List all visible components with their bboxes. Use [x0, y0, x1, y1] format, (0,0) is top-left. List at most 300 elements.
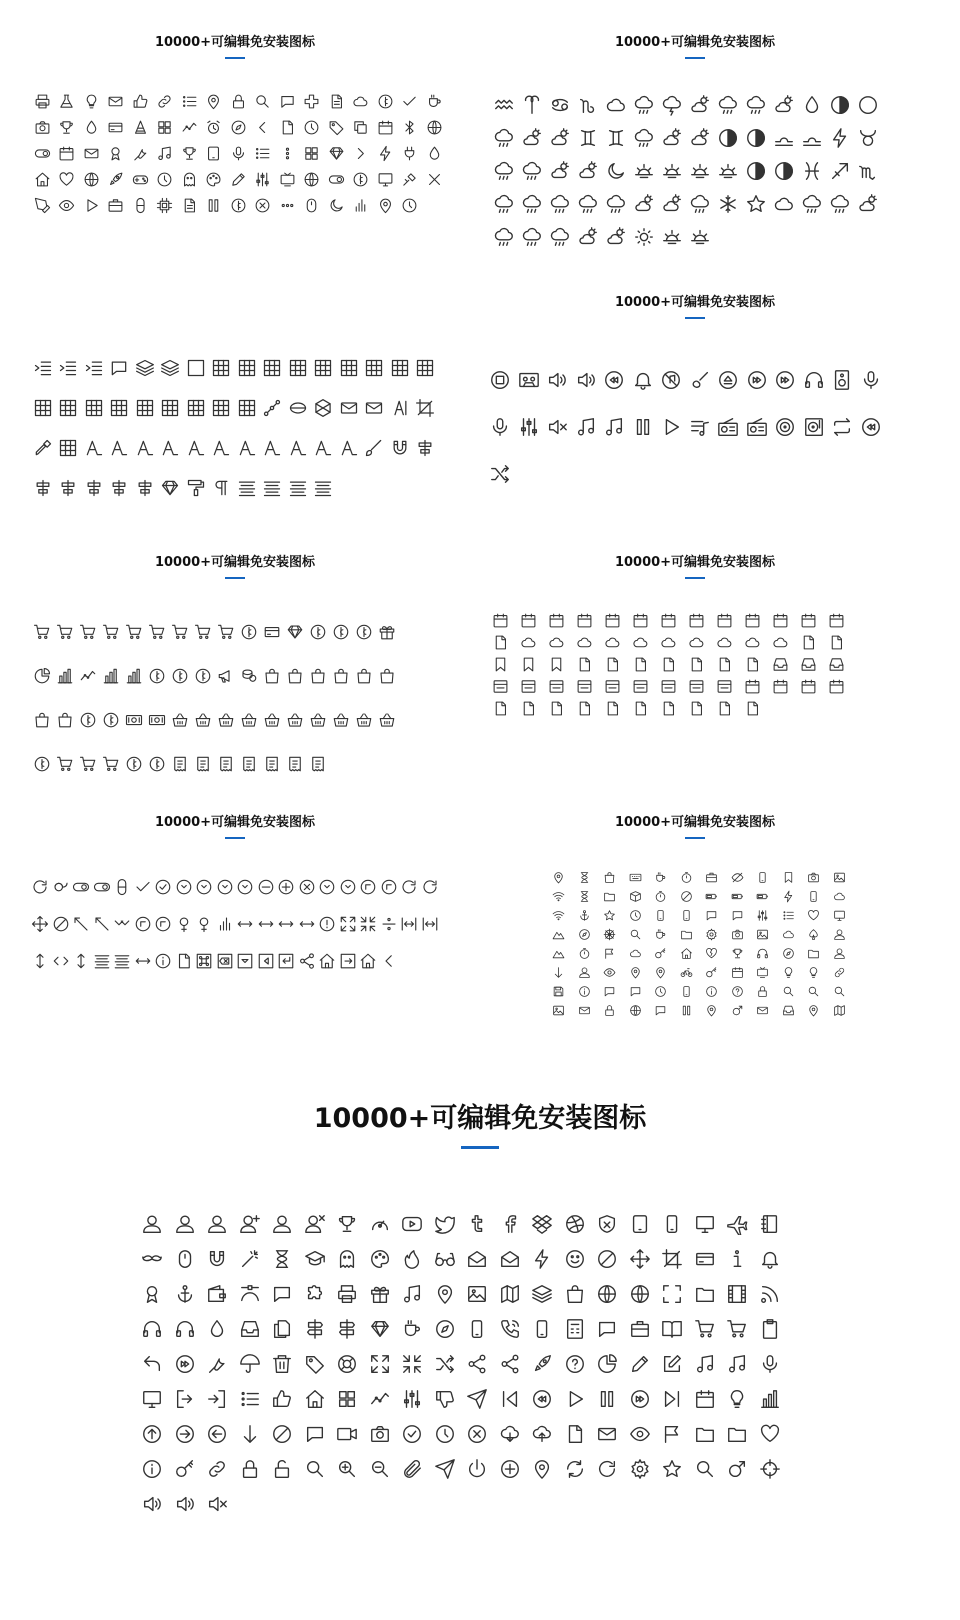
- circle-chevron-icon: [338, 868, 359, 905]
- circle-x-icon: [297, 868, 318, 905]
- icon-grid-general: [30, 88, 450, 218]
- chat-icon: [275, 88, 300, 114]
- capricorn-icon: [574, 88, 602, 121]
- mail-icon: [750, 1001, 776, 1020]
- bar-chart-icon: [122, 654, 145, 698]
- tag-icon: [324, 114, 349, 140]
- panel-interface-icons: [20, 815, 450, 839]
- sun-icon: [630, 220, 658, 253]
- split-icon: [399, 905, 420, 942]
- basket-icon: [375, 698, 398, 742]
- facebook-icon: [494, 1206, 527, 1241]
- calculator-icon: [559, 1311, 592, 1346]
- libra-icon: [770, 121, 798, 154]
- lock-icon: [597, 1001, 623, 1020]
- divide-icon: [379, 905, 400, 942]
- chevron-down-icon: [112, 905, 133, 942]
- play-icon: [657, 403, 686, 450]
- calendar-icon: [689, 1381, 722, 1416]
- home-icon: [30, 166, 55, 192]
- palette-icon: [364, 1241, 397, 1276]
- check-icon: [133, 868, 154, 905]
- thumb-up-icon: [128, 88, 153, 114]
- share-icon: [297, 942, 318, 979]
- receipt-icon: [260, 742, 283, 786]
- cart-icon: [214, 610, 237, 654]
- doc-icon: [626, 653, 654, 675]
- panel-title: 10000+可编辑免安装图标: [614, 295, 776, 310]
- cloud-rain-icon: [546, 220, 574, 253]
- timer-icon: [572, 944, 598, 963]
- lock-icon: [226, 88, 251, 114]
- cloud-icon: [602, 88, 630, 121]
- table-icon: [30, 388, 56, 428]
- phone-call-icon: [494, 1311, 527, 1346]
- banknote-icon: [122, 698, 145, 742]
- bag-icon: [329, 654, 352, 698]
- film-icon: [721, 1276, 754, 1311]
- mic-icon: [226, 140, 251, 166]
- share-icon: [494, 1346, 527, 1381]
- refresh-icon: [420, 868, 441, 905]
- forward-icon: [771, 356, 800, 403]
- window-icon: [486, 675, 514, 697]
- coin-icon: [145, 742, 168, 786]
- arrow-left-icon: [201, 1416, 234, 1451]
- diamond-icon: [324, 140, 349, 166]
- half-circle-icon: [826, 88, 854, 121]
- briefcase-icon: [104, 192, 129, 218]
- guitar-icon: [686, 356, 715, 403]
- bookmark-icon: [776, 868, 802, 887]
- receipt-icon: [168, 742, 191, 786]
- receipt-icon: [237, 742, 260, 786]
- megaphone-icon: [214, 654, 237, 698]
- gamepad-icon: [128, 166, 153, 192]
- vinyl-icon: [771, 403, 800, 450]
- align-icon: [107, 468, 133, 508]
- trophy-icon: [725, 944, 751, 963]
- coin-icon: [99, 698, 122, 742]
- mouse-icon: [169, 1241, 202, 1276]
- card-icon: [689, 1241, 722, 1276]
- cart-icon: [99, 742, 122, 786]
- trophy-icon: [331, 1206, 364, 1241]
- aries-icon: [518, 88, 546, 121]
- clock-icon: [153, 166, 178, 192]
- arrow-up-icon: [136, 1416, 169, 1451]
- mute-icon: [201, 1486, 234, 1521]
- eye-icon: [624, 1416, 657, 1451]
- sliders-icon: [396, 1381, 429, 1416]
- magnet-icon: [387, 428, 413, 468]
- cloud-rain-icon: [490, 220, 518, 253]
- calendar-icon: [542, 609, 570, 631]
- phone-icon: [801, 887, 827, 906]
- phone-icon: [674, 906, 700, 925]
- music-icon: [572, 403, 601, 450]
- screen-icon: [373, 166, 398, 192]
- phone-icon: [750, 868, 776, 887]
- chat-icon: [597, 982, 623, 1001]
- doc-icon: [559, 1416, 592, 1451]
- drop-icon: [798, 88, 826, 121]
- cloud-rain-icon: [602, 187, 630, 220]
- briefcase-icon: [699, 868, 725, 887]
- chat-icon: [648, 1001, 674, 1020]
- tv-icon: [750, 963, 776, 982]
- bag-icon: [375, 654, 398, 698]
- cloud-rain-icon: [630, 121, 658, 154]
- headphones-icon: [136, 1311, 169, 1346]
- target-icon: [754, 1451, 787, 1486]
- font-icon: [260, 428, 286, 468]
- cloud-rain-icon: [686, 187, 714, 220]
- cart-icon: [145, 610, 168, 654]
- map-icon: [494, 1276, 527, 1311]
- toggle-icon: [71, 868, 92, 905]
- cloud-rain-icon: [518, 220, 546, 253]
- cup-icon: [422, 88, 447, 114]
- chevron-left-icon: [379, 942, 400, 979]
- font-icon: [158, 428, 184, 468]
- notebook-icon: [754, 1206, 787, 1241]
- dropper-icon: [30, 428, 56, 468]
- shrink-icon: [358, 905, 379, 942]
- mic-icon: [754, 1346, 787, 1381]
- calendar-icon: [822, 609, 850, 631]
- updown-icon: [71, 942, 92, 979]
- mountain-icon: [546, 944, 572, 963]
- globe-icon: [422, 114, 447, 140]
- window-icon: [598, 675, 626, 697]
- doc-icon: [626, 697, 654, 719]
- ban-icon: [674, 887, 700, 906]
- skip-back-icon: [494, 1381, 527, 1416]
- award-icon: [136, 1276, 169, 1311]
- crop-icon: [656, 1241, 689, 1276]
- table-icon: [183, 388, 209, 428]
- globe-icon: [300, 166, 325, 192]
- corner-icon: [153, 905, 174, 942]
- cloud-rain-icon: [798, 187, 826, 220]
- cloud-rain-icon: [742, 88, 770, 121]
- font-icon: [81, 428, 107, 468]
- headphones-icon: [169, 1311, 202, 1346]
- lock-icon: [750, 982, 776, 1001]
- home-icon: [358, 942, 379, 979]
- login-icon: [201, 1381, 234, 1416]
- battery-icon: [725, 887, 751, 906]
- alarm-icon: [202, 114, 227, 140]
- crop-icon: [413, 388, 439, 428]
- clip-icon: [396, 1451, 429, 1486]
- image-icon: [461, 1276, 494, 1311]
- cloud-icon: [770, 187, 798, 220]
- cart-icon: [721, 1311, 754, 1346]
- phone-icon: [526, 1311, 559, 1346]
- music-icon: [396, 1276, 429, 1311]
- ghost-icon: [331, 1241, 364, 1276]
- cloud-rain-icon: [518, 187, 546, 220]
- cloud-icon: [710, 631, 738, 653]
- wifi-icon: [546, 906, 572, 925]
- anchor-icon: [169, 1276, 202, 1311]
- arrow-down-icon: [546, 963, 572, 982]
- female-icon: [174, 905, 195, 942]
- basket-icon: [329, 698, 352, 742]
- flag-icon: [597, 944, 623, 963]
- eye-off-icon: [725, 868, 751, 887]
- cup-icon: [648, 868, 674, 887]
- pin-icon: [699, 1001, 725, 1020]
- move-icon: [30, 905, 51, 942]
- title-underline: [685, 837, 705, 839]
- lifebuoy-icon: [331, 1346, 364, 1381]
- chevron-left-icon: [251, 114, 276, 140]
- pause-icon: [629, 403, 658, 450]
- nodes-icon: [260, 388, 286, 428]
- play-icon: [559, 1381, 592, 1416]
- coin-icon: [168, 654, 191, 698]
- cart-icon: [53, 610, 76, 654]
- doc-icon: [738, 697, 766, 719]
- window-icon: [654, 675, 682, 697]
- doc-icon: [794, 631, 822, 653]
- doc-icon: [682, 697, 710, 719]
- circle-chevron-icon: [215, 868, 236, 905]
- title-underline: [685, 317, 705, 319]
- refresh-icon: [399, 868, 420, 905]
- bar-chart-icon: [754, 1381, 787, 1416]
- key-icon: [169, 1451, 202, 1486]
- chip-icon: [153, 192, 178, 218]
- alert-icon: [317, 905, 338, 942]
- cloud-icon: [542, 631, 570, 653]
- bag-icon: [283, 654, 306, 698]
- table-icon: [81, 388, 107, 428]
- half-circle-icon: [742, 121, 770, 154]
- compass-icon: [429, 1311, 462, 1346]
- search-icon: [689, 1451, 722, 1486]
- no-music-icon: [657, 356, 686, 403]
- cloud-sun-icon: [854, 187, 882, 220]
- circle-x-icon: [461, 1416, 494, 1451]
- cloud-icon: [776, 925, 802, 944]
- cloud-sun-icon: [686, 121, 714, 154]
- help-icon: [725, 982, 751, 1001]
- pencil-icon: [624, 1346, 657, 1381]
- bulb-icon: [79, 88, 104, 114]
- check-icon: [398, 88, 423, 114]
- pin-icon: [801, 1001, 827, 1020]
- pen-icon: [30, 192, 55, 218]
- icon-grid-weather: [490, 88, 890, 253]
- coin-icon: [349, 166, 374, 192]
- circle-chevron-icon: [174, 868, 195, 905]
- ghost-icon: [177, 166, 202, 192]
- youtube-icon: [396, 1206, 429, 1241]
- flask-icon: [55, 88, 80, 114]
- rocket-icon: [526, 1346, 559, 1381]
- record-icon: [486, 356, 515, 403]
- mountain-icon: [546, 925, 572, 944]
- zoom-out-icon: [364, 1451, 397, 1486]
- toggle-icon: [30, 140, 55, 166]
- doc-icon: [598, 653, 626, 675]
- skip-forward-icon: [656, 1381, 689, 1416]
- wifi-icon: [546, 887, 572, 906]
- bolt-icon: [373, 140, 398, 166]
- link-icon: [201, 1451, 234, 1486]
- info-icon: [136, 1451, 169, 1486]
- capsule-icon: [112, 868, 133, 905]
- table-icon: [209, 388, 235, 428]
- phone-icon: [674, 982, 700, 1001]
- toggle-icon: [92, 868, 113, 905]
- basket-icon: [214, 698, 237, 742]
- wrench-icon: [128, 140, 153, 166]
- moustache-icon: [136, 1241, 169, 1276]
- calendar-icon: [654, 609, 682, 631]
- monitor-icon: [136, 1381, 169, 1416]
- table-icon: [387, 348, 413, 388]
- cassette-icon: [515, 356, 544, 403]
- turntable-icon: [800, 403, 829, 450]
- basket-icon: [260, 698, 283, 742]
- chat-icon: [591, 1311, 624, 1346]
- expand-icon: [338, 905, 359, 942]
- doc-icon: [738, 653, 766, 675]
- scorpio-icon: [854, 154, 882, 187]
- clock-icon: [398, 192, 423, 218]
- basket-icon: [191, 698, 214, 742]
- arrows-icon: [276, 905, 297, 942]
- receipt-icon: [306, 742, 329, 786]
- sunset-icon: [686, 154, 714, 187]
- wheel-icon: [597, 925, 623, 944]
- pisces-icon: [798, 154, 826, 187]
- coin-icon: [373, 88, 398, 114]
- cloud-sun-icon: [630, 187, 658, 220]
- calendar-icon: [738, 609, 766, 631]
- panel-outline-icons: [480, 815, 910, 839]
- star-icon: [597, 906, 623, 925]
- printer-icon: [30, 88, 55, 114]
- mail-icon: [104, 88, 129, 114]
- mail-open-icon: [494, 1241, 527, 1276]
- font-icon: [132, 428, 158, 468]
- coin-icon: [237, 610, 260, 654]
- mail-icon: [572, 1001, 598, 1020]
- sliders-icon: [750, 906, 776, 925]
- cloud-rain-icon: [490, 154, 518, 187]
- male-icon: [725, 1001, 751, 1020]
- close-icon: [422, 166, 447, 192]
- table-icon: [260, 348, 286, 388]
- briefcase-icon: [624, 1311, 657, 1346]
- bulb-icon: [776, 963, 802, 982]
- signpost-icon: [331, 1311, 364, 1346]
- bluetooth-icon: [398, 114, 423, 140]
- panel-title: 10000+可编辑免安装图标: [614, 815, 776, 830]
- calendar-icon: [710, 609, 738, 631]
- info-icon: [699, 982, 725, 1001]
- bolt-icon: [776, 887, 802, 906]
- arrow-diag-icon: [92, 905, 113, 942]
- cup-icon: [396, 1311, 429, 1346]
- tv-icon: [275, 166, 300, 192]
- moon-icon: [324, 192, 349, 218]
- mic-icon: [486, 403, 515, 450]
- timer-icon: [674, 868, 700, 887]
- calendar-icon: [598, 609, 626, 631]
- anchor-icon: [572, 906, 598, 925]
- calendar-icon: [822, 675, 850, 697]
- font-icon: [107, 428, 133, 468]
- half-circle-icon: [714, 121, 742, 154]
- folder-icon: [689, 1416, 722, 1451]
- cloud-download-icon: [494, 1416, 527, 1451]
- pencil-icon: [226, 166, 251, 192]
- music-icon: [689, 1346, 722, 1381]
- globe-icon: [623, 1001, 649, 1020]
- grid-icon: [331, 1381, 364, 1416]
- corner-icon: [379, 868, 400, 905]
- panel-title: 10000+可编辑免安装图标: [154, 815, 316, 830]
- window-icon: [682, 675, 710, 697]
- font-icon: [336, 428, 362, 468]
- cloud-sun-icon: [658, 187, 686, 220]
- phone-icon: [656, 1206, 689, 1241]
- hourglass-icon: [572, 868, 598, 887]
- clipboard-icon: [754, 1311, 787, 1346]
- coin-icon: [352, 610, 375, 654]
- cloud-icon: [623, 944, 649, 963]
- brush-icon: [362, 428, 388, 468]
- document-icon: [324, 88, 349, 114]
- indent-icon: [81, 348, 107, 388]
- clock-icon: [300, 114, 325, 140]
- cloud-rain-icon: [714, 88, 742, 121]
- spade-icon: [801, 925, 827, 944]
- eye-icon: [597, 963, 623, 982]
- flame-icon: [396, 1241, 429, 1276]
- folder-icon: [689, 1276, 722, 1311]
- sliders-icon: [251, 166, 276, 192]
- plus-cross-icon: [300, 88, 325, 114]
- lock-icon: [234, 1451, 267, 1486]
- coin-icon: [191, 654, 214, 698]
- circle-x-icon: [251, 192, 276, 218]
- card-icon: [260, 610, 283, 654]
- mute-icon: [543, 403, 572, 450]
- icon-grid-editor: [30, 348, 450, 508]
- doc-icon: [570, 653, 598, 675]
- wallet-icon: [201, 1276, 234, 1311]
- bag-icon: [559, 1276, 592, 1311]
- cloud-upload-icon: [526, 1416, 559, 1451]
- panel-weather-icons: [480, 35, 910, 59]
- forward-icon: [624, 1381, 657, 1416]
- doc-icon: [710, 697, 738, 719]
- forward-icon: [743, 356, 772, 403]
- dropbox-icon: [526, 1206, 559, 1241]
- bell-icon: [754, 1241, 787, 1276]
- cloud-sun-icon: [546, 154, 574, 187]
- panel-calendar-icons: [480, 555, 910, 579]
- bag-icon: [306, 654, 329, 698]
